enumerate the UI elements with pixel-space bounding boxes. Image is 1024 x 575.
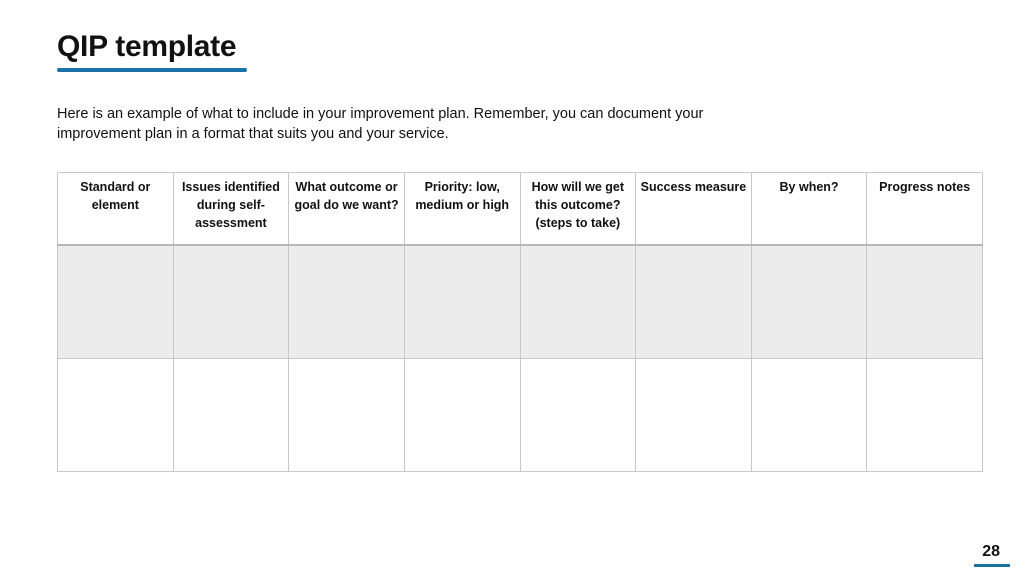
header-by-when: By when? bbox=[751, 173, 867, 246]
table-cell[interactable] bbox=[173, 359, 289, 472]
table-cell[interactable] bbox=[404, 359, 520, 472]
header-success-measure: Success measure bbox=[636, 173, 752, 246]
header-outcome-goal: What outcome or goal do we want? bbox=[289, 173, 405, 246]
title-underline bbox=[57, 68, 247, 72]
table-cell[interactable] bbox=[289, 245, 405, 359]
page-number: 28 bbox=[982, 543, 1000, 560]
header-progress-notes: Progress notes bbox=[867, 173, 983, 246]
qip-table bbox=[57, 172, 983, 472]
table-cell[interactable] bbox=[58, 245, 174, 359]
table-header-row bbox=[58, 173, 983, 246]
table-cell[interactable] bbox=[751, 245, 867, 359]
header-issues-identified: Issues identified during self-assessment bbox=[173, 173, 289, 246]
header-priority: Priority: low, medium or high bbox=[404, 173, 520, 246]
table-cell[interactable] bbox=[58, 359, 174, 472]
table-cell[interactable] bbox=[867, 359, 983, 472]
table-cell[interactable] bbox=[289, 359, 405, 472]
intro-text: Here is an example of what to include in your improvement plan. Remember, you can document your improvement plan in a format that suits you and your service. bbox=[57, 106, 704, 142]
header-how-to-get-outcome: How will we get this outcome? (steps to take) bbox=[520, 173, 636, 246]
table-cell[interactable] bbox=[751, 359, 867, 472]
header-standard-or-element: Standard or element bbox=[58, 173, 174, 246]
page-number-underline bbox=[974, 564, 1010, 567]
table-cell[interactable] bbox=[404, 245, 520, 359]
table-row bbox=[58, 359, 983, 472]
table-cell[interactable] bbox=[636, 359, 752, 472]
table-cell[interactable] bbox=[520, 245, 636, 359]
table-cell[interactable] bbox=[867, 245, 983, 359]
table-cell[interactable] bbox=[636, 245, 752, 359]
table-row bbox=[58, 245, 983, 359]
table-cell[interactable] bbox=[173, 245, 289, 359]
table-cell[interactable] bbox=[520, 359, 636, 472]
page-title: QIP template bbox=[57, 30, 237, 63]
